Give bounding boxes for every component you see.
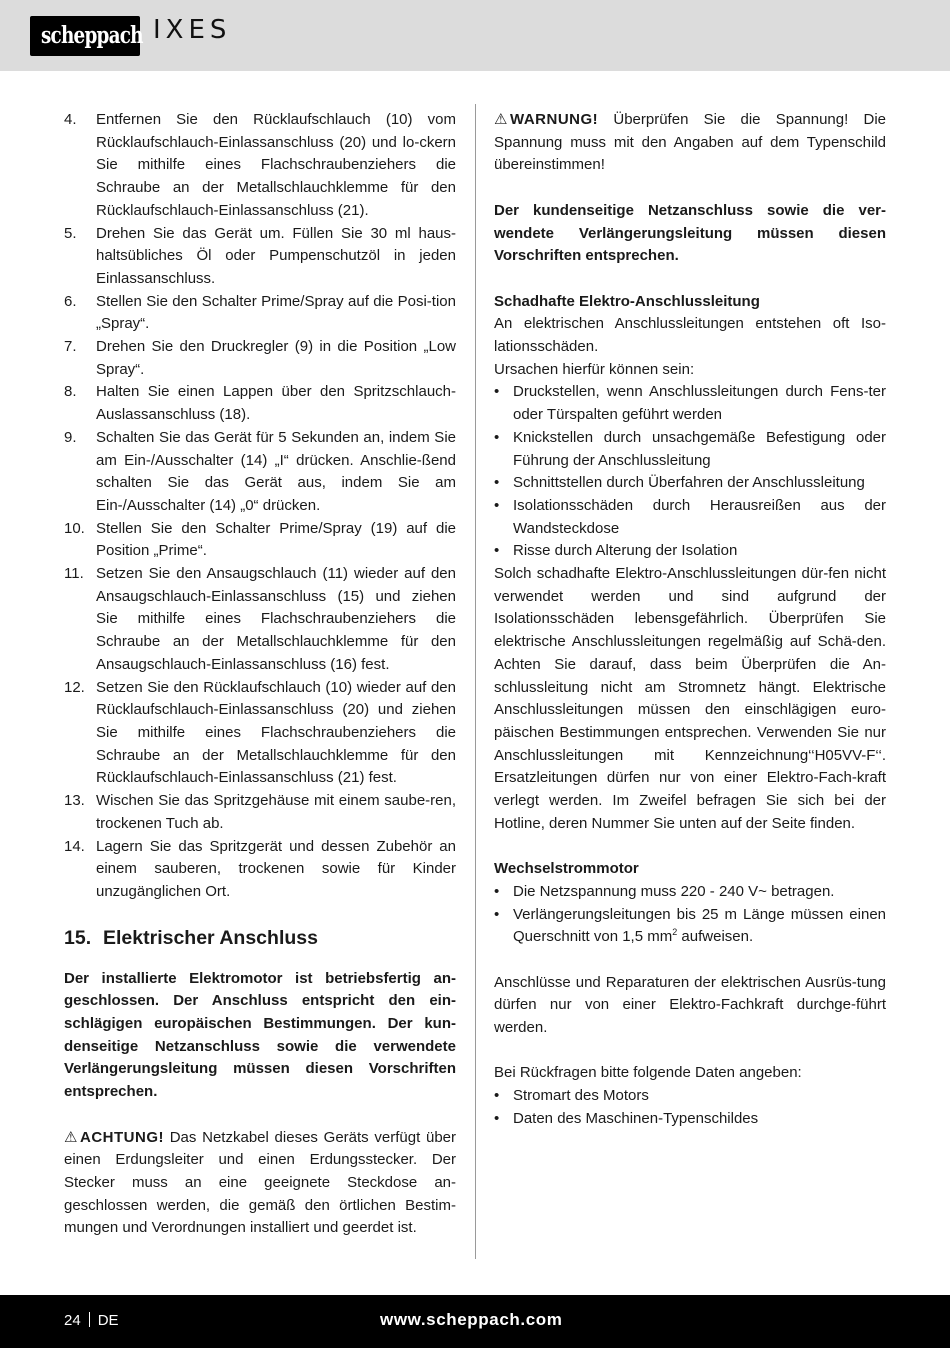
section-number: 15.	[64, 926, 92, 949]
list-item	[64, 563, 456, 677]
language-code: DE	[97, 1312, 119, 1329]
step-text: Drehen Sie den Druckregler (9) in die Position „Low Spray“.	[96, 338, 456, 378]
list-item	[64, 291, 456, 336]
list-item-text: Risse durch Alterung der Isolation	[513, 542, 738, 560]
caution-text: Das Netzkabel dieses Geräts verfügt über einen Erdungsleiter und einen Erdungsstecker. Der Stecker muss an eine geeignete Steckdose an-geschlossen werden, die gemäß den örtlichen Bestim-mungen und Verordnungen installiert und geerdet ist.	[64, 1128, 456, 1237]
step-text: Lagern Sie das Spritzgerät und dessen Zubehör an einem sauberen, trockenen sowie für Kinder unzugänglichen Ort.	[96, 837, 456, 900]
page-info	[64, 1310, 119, 1332]
list-item	[64, 427, 456, 518]
step-text: Schalten Sie das Gerät für 5 Sekunden an, indem Sie am Ein-/Ausschalter (14) „I“ drücken. Anschlie-ßend schalten Sie das Gerät aus, indem Sie am Ein-/Ausschalter (14) „0“ drücken.	[96, 428, 456, 514]
list-item	[494, 427, 886, 472]
step-number: 12.	[64, 678, 85, 696]
list-item	[494, 381, 886, 426]
step-text: Stellen Sie den Schalter Prime/Spray auf die Posi-tion „Spray“.	[96, 292, 456, 333]
caution-paragraph	[64, 1127, 456, 1241]
damaged-cable-heading: Schadhafte Elektro-Anschlussleitung	[494, 292, 760, 310]
step-number: 4.	[64, 111, 77, 128]
bullet-icon: •	[494, 496, 500, 514]
bullet-icon: •	[494, 428, 500, 446]
step-text: Halten Sie einen Lappen über den Spritzschlauch-Auslassanschluss (18).	[96, 383, 456, 424]
step-number: 7.	[64, 338, 77, 356]
bullet-icon: •	[494, 542, 500, 560]
queries-intro: Bei Rückfragen bitte folgende Daten angeben:	[494, 1064, 802, 1082]
list-item-text: Die Netzspannung muss 220 - 240 V~ betragen.	[513, 882, 835, 900]
list-item-text: Stromart des Motors	[513, 1087, 649, 1105]
caution-label: ACHTUNG!	[80, 1128, 164, 1146]
list-item-text: Verlängerungsleitungen bis 25 m Länge müssen einen Querschnitt von 1,5 mm	[513, 905, 886, 946]
list-item	[64, 109, 456, 223]
warning-text: Überprüfen Sie die Spannung! Die Spannung muss mit den Angaben auf dem Typenschild übereinstimmen!	[494, 111, 886, 174]
step-number: 13.	[64, 792, 85, 810]
bullet-icon: •	[494, 1087, 500, 1105]
list-item	[64, 518, 456, 563]
bullet-icon: •	[494, 383, 500, 401]
list-item	[494, 904, 886, 949]
list-item	[494, 1108, 886, 1131]
step-text: Drehen Sie das Gerät um. Füllen Sie 30 ml haus-haltsübliches Öl oder Pumpenschutzöl in jeden Einlassanschluss.	[96, 224, 456, 287]
bullet-icon: •	[494, 474, 500, 492]
step-text: Wischen Sie das Spritzgehäuse mit einem saube-ren, trockenen Tuch ab.	[96, 792, 456, 832]
list-item	[64, 836, 456, 904]
right-column	[494, 109, 886, 1131]
step-text: Setzen Sie den Ansaugschlauch (11) wieder auf den Ansaugschlauch-Einlassanschluss (15) und ziehen Sie mithilfe eines Flachschraubenziehers die Schraube an der Metallschlauchklemme für den Ansaugschlauch-Einlassanschluss (16) fest.	[96, 565, 456, 673]
list-item-text: Schnittstellen durch Überfahren der Anschlussleitung	[513, 474, 865, 492]
step-number: 11.	[64, 565, 84, 583]
warning-icon: ⚠	[494, 111, 508, 128]
list-item	[494, 881, 886, 904]
footer-separator	[89, 1312, 90, 1327]
list-item	[494, 495, 886, 540]
step-text: Setzen Sie den Rücklaufschlauch (10) wieder auf den Rücklaufschlauch-Einlassanschluss (20) und ziehen Sie mithilfe eines Flachschraubenziehers die Schraube an der Metallschlauchklemme für den Rücklaufschlauch-Einlassanschluss (21) fest.	[96, 678, 456, 787]
list-item	[64, 381, 456, 426]
motor-heading: Wechselstrommotor	[494, 860, 639, 878]
warning-paragraph	[494, 109, 886, 177]
step-number: 5.	[64, 224, 77, 242]
step-number: 14.	[64, 837, 85, 855]
bullet-icon: •	[494, 905, 500, 923]
bullet-icon: •	[494, 1109, 500, 1127]
website-link[interactable]: www.scheppach.com	[380, 1310, 563, 1329]
section-title: Elektrischer Anschluss	[103, 926, 318, 949]
column-divider	[475, 104, 476, 1259]
motor-list	[494, 881, 886, 949]
maintenance-steps	[64, 109, 456, 904]
left-column	[64, 109, 456, 1240]
repairs-paragraph: Anschlüsse und Reparaturen der elektrischen Ausrüs-tung dürfen nur von einer Elektro-Fachkraft durchge-führt werden.	[494, 973, 886, 1037]
step-text: Entfernen Sie den Rücklaufschlauch (10) vom Rücklaufschlauch-Einlassanschluss (20) und lo-ckern Sie mithilfe eines Flachschraubenziehers die Schraube an der Metallschlauchklemme für den Rücklaufschlauch-Einlassanschluss (21).	[96, 111, 456, 219]
list-item-text: Isolationsschäden durch Herausreißen aus der Wandsteckdose	[513, 496, 886, 537]
list-item	[64, 677, 456, 791]
bullet-icon: •	[494, 882, 500, 900]
causes-intro: Ursachen hierfür können sein:	[494, 360, 695, 378]
bold-note: Der kundenseitige Netzanschluss sowie die ver-wendete Verlängerungsleitung müssen diesen Vorschriften entsprechen.	[494, 201, 886, 265]
list-item	[64, 336, 456, 381]
logo-text: scheppach	[41, 22, 143, 49]
list-item-text: Knickstellen durch unsachgemäße Befestigung oder Führung der Anschlussleitung	[513, 428, 886, 469]
page-header	[0, 0, 950, 71]
step-number: 6.	[64, 292, 77, 310]
warning-icon: ⚠	[64, 1128, 78, 1146]
ixes-brand-logo: IXES	[153, 15, 232, 45]
step-text: Stellen Sie den Schalter Prime/Spray (19) auf die Position „Prime“.	[96, 519, 456, 560]
list-item	[494, 472, 886, 495]
causes-list	[494, 381, 886, 563]
list-item-text: Daten des Maschinen-Typenschildes	[513, 1109, 759, 1127]
page-number: 24	[64, 1312, 81, 1329]
list-item	[64, 790, 456, 835]
damaged-cable-intro: An elektrischen Anschlussleitungen entstehen oft Iso-lationsschäden.	[494, 315, 886, 355]
list-item-text: Druckstellen, wenn Anschlussleitungen durch Fens-ter oder Türspalten geführt werden	[513, 383, 886, 424]
scheppach-logo	[30, 16, 143, 56]
superscript: 2	[672, 927, 678, 938]
bold-intro: Der installierte Elektromotor ist betriebsfertig an-geschlossen. Der Anschluss entspricht den ein-schlägigen europäischen Bestimmungen. Der kun-denseitige Netzanschluss sowie die verwendete Verlängerungsleitung müssen diesen Vorschriften entsprechen.	[64, 969, 456, 1101]
page-footer	[0, 1295, 950, 1348]
damaged-cable-body: Solch schadhafte Elektro-Anschlussleitungen dür-fen nicht verwendet werden und sind aufgrund der Isolationsschäden lebensgefährlich. Überprüfen Sie elektrische Anschlussleitungen regelmäßig auf Schä-den. Achten Sie darauf, dass beim Überprüfen die An-schlussleitung nicht am Stromnetz hängt. Elektrische Anschlussleitungen müssen den einschlägigen euro-päischen Bestimmungen entsprechen. Verwenden Sie nur Anschlussleitungen mit Kennzeichnung‘‘H05VV-F‘‘. Ersatzleitungen dürfen nur von einer Elektro-Fach-kraft verlegt werden. Im Zweifel befragen Sie sich bei der Hotline, deren Nummer Sie unten auf der Seite finden.	[494, 565, 886, 832]
step-number: 10.	[64, 519, 85, 537]
list-item-text: aufweisen.	[677, 928, 754, 946]
queries-list	[494, 1085, 886, 1130]
step-number: 8.	[64, 383, 77, 401]
warning-label: WARNUNG!	[510, 111, 599, 128]
list-item	[494, 1085, 886, 1108]
list-item	[494, 540, 886, 563]
list-item	[64, 223, 456, 291]
section-heading	[64, 924, 456, 952]
step-number: 9.	[64, 428, 77, 446]
